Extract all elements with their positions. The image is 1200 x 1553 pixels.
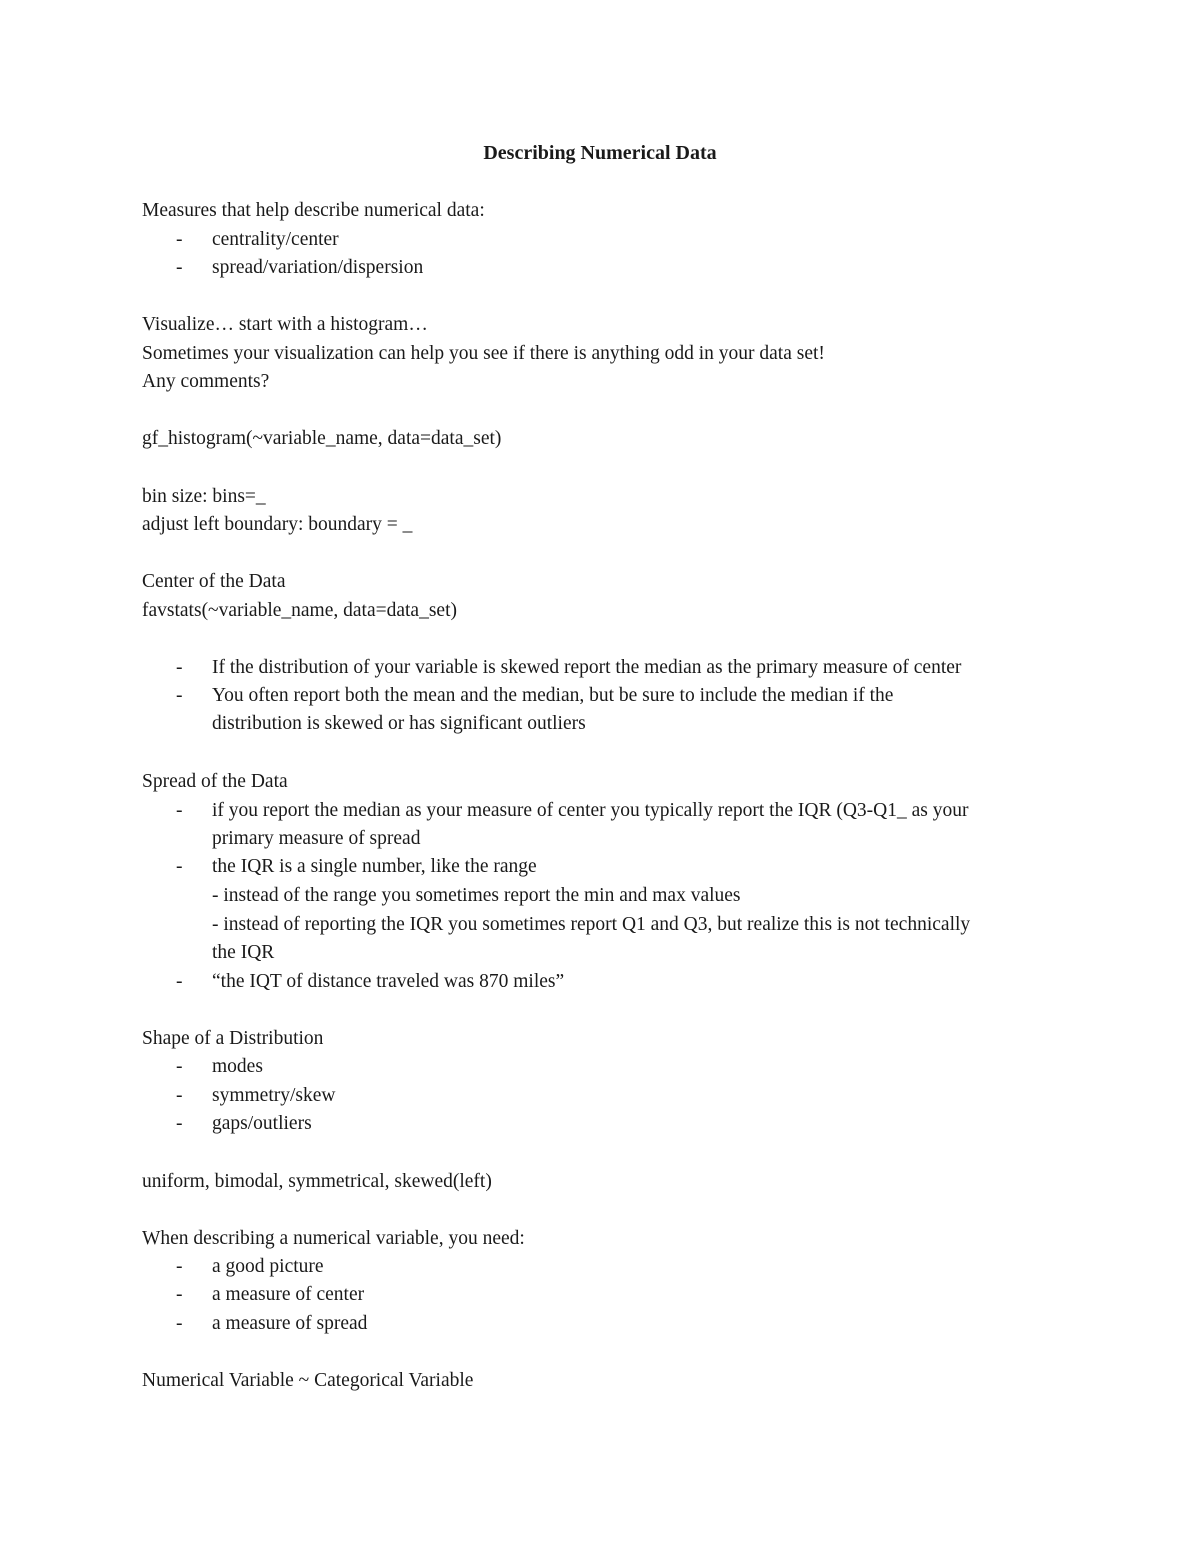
- sub-note: - instead of reporting the IQR you sometimes report Q1 and Q3, but realize this is not technically: [212, 914, 971, 935]
- list-item-text: if you report the median as your measure of center you typically report the IQR (Q3-Q1_ as your: [212, 800, 969, 821]
- bullet-dash: -: [176, 1056, 183, 1077]
- center-heading: Center of the Data: [142, 571, 286, 592]
- bullet-dash: -: [176, 971, 183, 992]
- shape-heading: Shape of a Distribution: [142, 1028, 324, 1049]
- favstats-code: favstats(~variable_name, data=data_set): [142, 600, 457, 621]
- distribution-shapes: uniform, bimodal, symmetrical, skewed(left): [142, 1171, 492, 1192]
- list-item-text: a measure of spread: [212, 1313, 368, 1334]
- list-item-text: You often report both the mean and the median, but be sure to include the median if the: [212, 685, 894, 706]
- boundary-line: adjust left boundary: boundary = _: [142, 514, 413, 535]
- formula-line: Numerical Variable ~ Categorical Variable: [142, 1370, 474, 1391]
- list-item-continuation: distribution is skewed or has significant outliers: [212, 713, 586, 734]
- list-item-text: gaps/outliers: [212, 1113, 312, 1134]
- sub-note: - instead of the range you sometimes report the min and max values: [212, 885, 741, 906]
- bullet-dash: -: [176, 1256, 183, 1277]
- bullet-dash: -: [176, 685, 183, 706]
- visualize-line-3: Any comments?: [142, 371, 270, 392]
- spread-heading: Spread of the Data: [142, 771, 288, 792]
- histogram-code: gf_histogram(~variable_name, data=data_set): [142, 428, 502, 449]
- list-item-text: a good picture: [212, 1256, 324, 1277]
- bullet-dash: -: [176, 657, 183, 678]
- bullet-dash: -: [176, 257, 183, 278]
- bullet-dash: -: [176, 229, 183, 250]
- list-item-text: spread/variation/dispersion: [212, 257, 424, 278]
- measures-intro: Measures that help describe numerical data:: [142, 200, 485, 221]
- bin-size-line: bin size: bins=_: [142, 486, 266, 507]
- list-item-continuation: primary measure of spread: [212, 828, 421, 849]
- list-item-text: centrality/center: [212, 229, 339, 250]
- bullet-dash: -: [176, 800, 183, 821]
- bullet-dash: -: [176, 1313, 183, 1334]
- page-title: Describing Numerical Data: [483, 142, 717, 164]
- list-item-text: If the distribution of your variable is skewed report the median as the primary measure of center: [212, 657, 962, 678]
- bullet-dash: -: [176, 856, 183, 877]
- list-item-text: “the IQT of distance traveled was 870 miles”: [212, 971, 565, 992]
- list-item-text: modes: [212, 1056, 263, 1077]
- list-item-text: symmetry/skew: [212, 1085, 336, 1106]
- bullet-dash: -: [176, 1284, 183, 1305]
- sub-note-continuation: the IQR: [212, 942, 275, 963]
- bullet-dash: -: [176, 1085, 183, 1106]
- visualize-line-2: Sometimes your visualization can help you see if there is anything odd in your data set!: [142, 343, 825, 364]
- bullet-dash: -: [176, 1113, 183, 1134]
- list-item-text: the IQR is a single number, like the range: [212, 856, 537, 877]
- list-item-text: a measure of center: [212, 1284, 365, 1305]
- visualize-line-1: Visualize… start with a histogram…: [142, 314, 428, 335]
- describing-intro: When describing a numerical variable, you need:: [142, 1228, 525, 1249]
